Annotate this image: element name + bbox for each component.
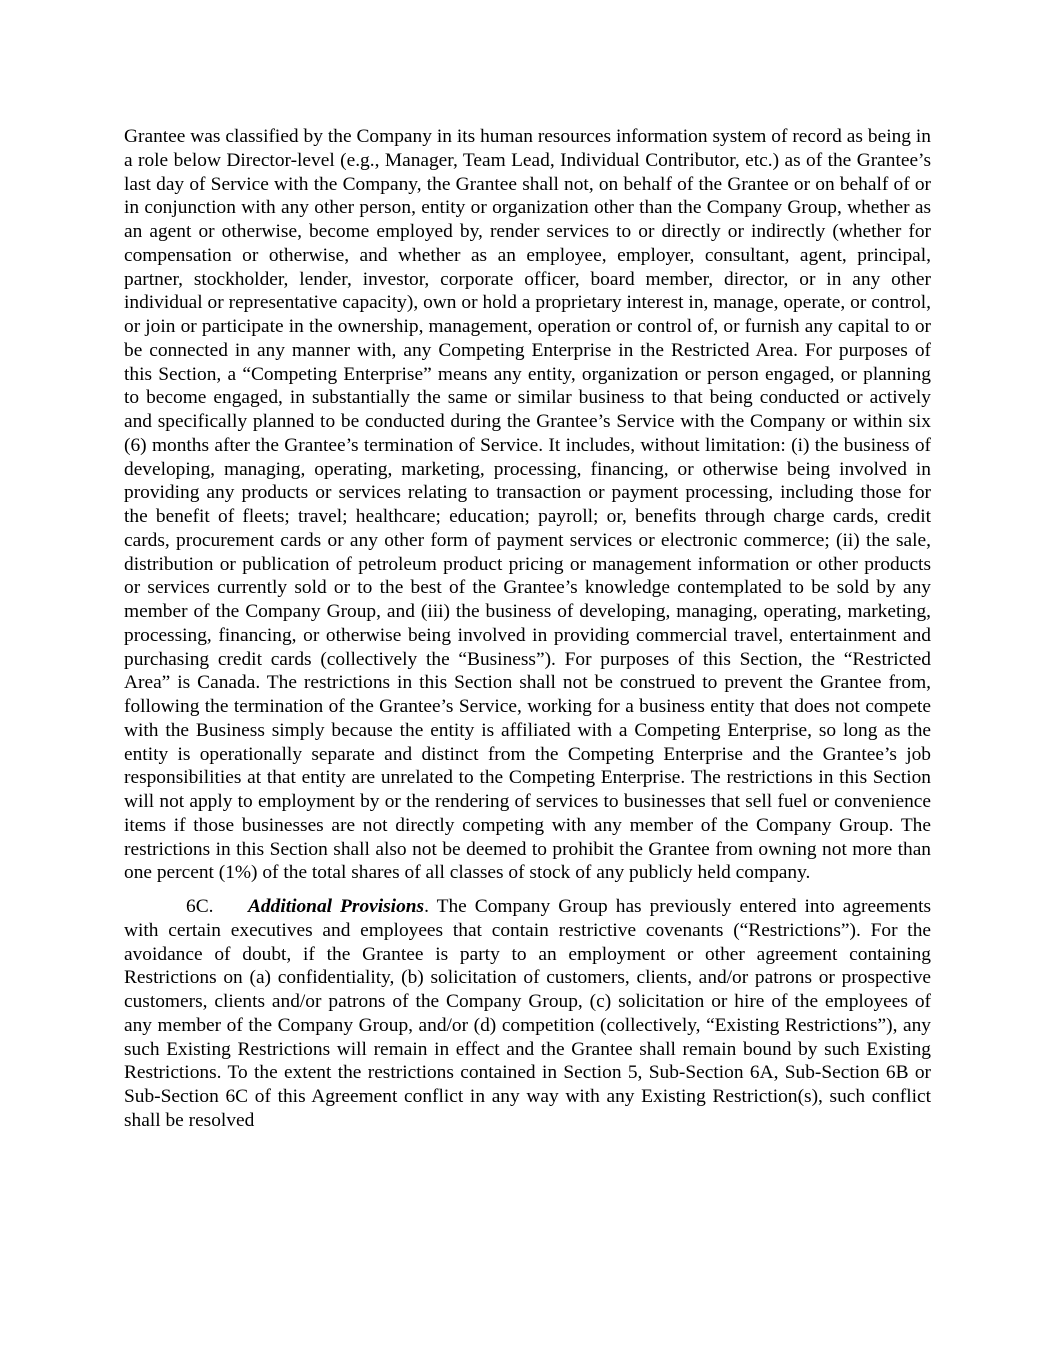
section-number: 6C. — [186, 896, 214, 917]
section-6c-body: The Company Group has previously entered into agreements with certain executives and employees that contain restrictive covenants (“Restrictions”). For the avoidance of doubt, if the Grantee is party to an employment or other agreement containing Restrictions on (a) confidentiality, (b) solicitation of customers, clients, and/or patrons or prospective customers, clients and/or patrons of the Company Group, (c) solicitation or hire of the employees of any member of the Company Group, and/or (d) competition (collectively, “Existing Restrictions”), any such Existing Restrictions will remain in effect and the Grantee shall remain bound by such Existing Restrictions. To the extent the restrictions contained in Section 5, Sub-Section 6A, Sub-Section 6B or Sub-Section 6C of this Agreement conflict in any way with any Existing Restriction(s), such conflict shall be resolved — [124, 896, 932, 1131]
section-heading: Additional Provisions — [248, 896, 425, 917]
section-6c — [124, 895, 931, 1133]
document-page — [124, 125, 931, 1133]
paragraph-non-compete — [124, 125, 931, 885]
section-heading-suffix: . — [424, 896, 429, 917]
paragraph-non-compete-text: Grantee was classified by the Company in its human resources information system of record as being in a role below Director-level (e.g., Manager, Team Lead, Individual Contributor, etc.) as of the Grantee’s last day of Service with the Company, the Grantee shall not, on behalf of the Grantee or on behalf of or in conjunction with any other person, entity or organization other than the Company Group, whether as an agent or otherwise, become employed by, render services to or directly or indirectly (whether for compensation or otherwise, and whether as an employee, employer, consultant, agent, principal, partner, stockholder, lender, investor, corporate officer, board member, director, or in any other individual or representative capacity), own or hold a proprietary interest in, manage, operate, or control, or join or participate in the ownership, management, operation or control of, or furnish any capital to or be connected in any manner with, any Competing Enterprise in the Restricted Area. For purposes of this Section, a “Competing Enterprise” means any entity, organization or person engaged, or planning to become engaged, in substantially the same or similar business to that being conducted or actively and specifically planned to be conducted during the Grantee’s Service with the Company or within six (6) months after the Grantee’s termination of Service. It includes, without limitation: (i) the business of developing, managing, operating, marketing, processing, financing, or otherwise being involved in providing any products or services relating to transaction or payment processing, including those for the benefit of fleets; travel; healthcare; education; payroll; or, benefits through charge cards, credit cards, procurement cards or any other form of payment services or electronic commerce; (ii) the sale, distribution or publication of petroleum product pricing or management information or other products or services currently sold or to the best of the Grantee’s knowledge contemplated to be sold by any member of the Company Group, and (iii) the business of developing, managing, operating, marketing, processing, financing, or otherwise being involved in providing commercial travel, entertainment and purchasing credit cards (collectively the “Business”). For purposes of this Section, the “Restricted Area” is Canada. The restrictions in this Section shall not be construed to prevent the Grantee from, following the termination of the Grantee’s Service, working for a business entity that does not compete with the Business simply because the entity is affiliated with a Competing Enterprise, so long as the entity is operationally separate and distinct from the Competing Enterprise and the Grantee’s job responsibilities at that entity are unrelated to the Competing Enterprise. The restrictions in this Section will not apply to employment by or the rendering of services to businesses that sell fuel or convenience items if those businesses are not directly competing with any member of the Company Group. The restrictions in this Section shall also not be deemed to prohibit the Grantee from owning not more than one percent (1%) of the total shares of all classes of stock of any publicly held company. — [124, 126, 931, 884]
